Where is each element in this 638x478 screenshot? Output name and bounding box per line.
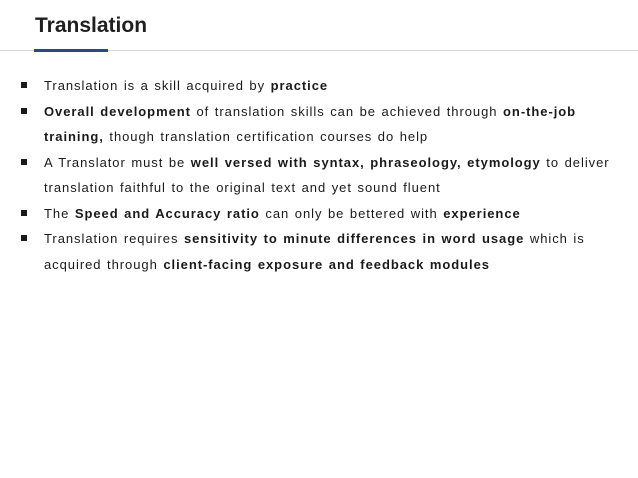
bullet-text: Translation requires (44, 231, 184, 246)
square-bullet-icon (21, 108, 27, 114)
bullet-emphasis: practice (270, 78, 329, 93)
bullet-text: can only be bettered with (259, 205, 444, 221)
bullet-text: A Translator must be (44, 154, 191, 170)
bullet-item (21, 201, 621, 227)
bullet-emphasis: client-facing exposure and feedback modules (163, 256, 490, 272)
bullet-text: which is acquired through (44, 231, 585, 272)
bullet-item (21, 73, 621, 99)
bullet-emphasis: well versed with syntax, phraseology, etymology (190, 154, 541, 170)
bullet-emphasis: on-the-job training, (44, 103, 577, 144)
bullet-emphasis: Overall development (44, 103, 191, 119)
square-bullet-icon (21, 159, 27, 165)
title-accent-bar (34, 49, 108, 52)
bullet-emphasis: Speed and Accuracy ratio (74, 205, 260, 221)
bullet-item (21, 226, 621, 277)
bullet-emphasis: experience (443, 205, 521, 221)
slide-title: Translation (35, 14, 148, 37)
square-bullet-icon (21, 82, 27, 88)
bullet-text: Translation is a skill acquired by (44, 78, 271, 93)
bullet-emphasis: sensitivity to minute differences in word usage (183, 231, 525, 246)
bullet-text: The (44, 205, 75, 221)
bullet-text: to deliver translation faithful to the original text and yet sound fluent (44, 154, 610, 195)
bullet-text: though translation certification courses do help (103, 129, 429, 144)
bullet-item (21, 150, 621, 201)
square-bullet-icon (21, 235, 27, 241)
bullet-item (21, 99, 621, 150)
bullet-list (21, 73, 621, 277)
square-bullet-icon (21, 210, 27, 216)
bullet-text: of translation skills can be achieved through (190, 103, 504, 119)
